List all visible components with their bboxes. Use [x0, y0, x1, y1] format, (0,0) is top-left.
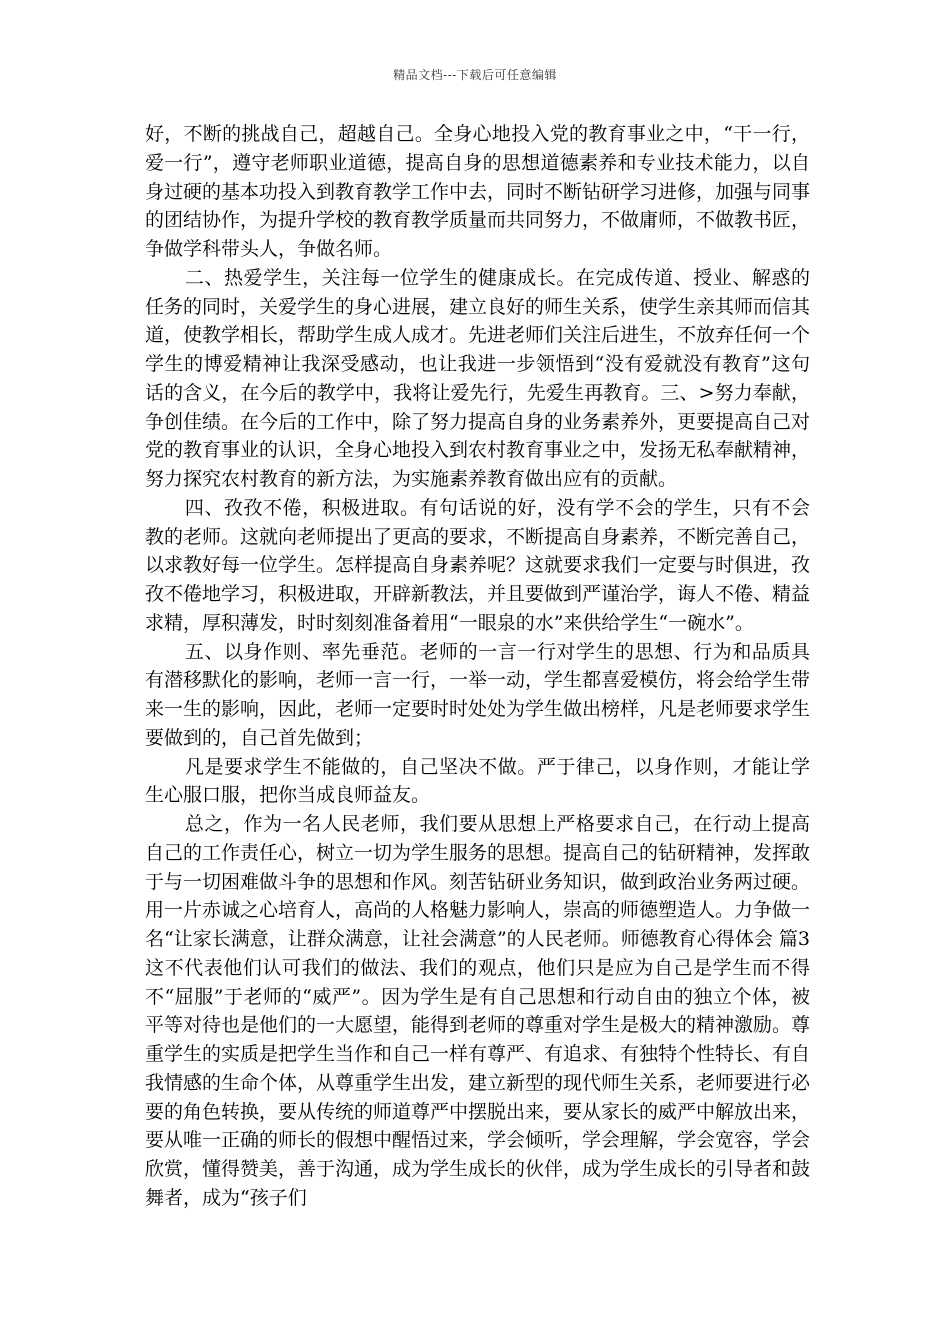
paragraph-lead-by-example: 五、以身作则、率先垂范。老师的一言一行对学生的思想、行为和品质具有潜移默化的影响，老师一言一行，一举一动，学生都喜爱模仿，将会给学生带来一生的影响，因此，老师一定要时时处处为学生做出榜样，凡是老师要求学生要做到的，自己首先做到； [145, 640, 811, 749]
paragraph-self-discipline: 凡是要求学生不能做的，自己坚决不做。严于律己，以身作则，才能让学生心服口服，把你当成良师益友。 [145, 755, 810, 807]
paragraph-love-students: 二、热爱学生，关注每一位学生的健康成长。在完成传道、授业、解惑的任务的同时，关爱学生的身心进展，建立良好的师生关系，使学生亲其师而信其道，使教学相长，帮助学生成人成才。先进老师们关注后进生，不放弃任何一个学生的博爱精神让我深受感动，也让我进一步领悟到“没有爱就没有教育”这句话的含义，在今后的教学中，我将让爱先行，先爱生再教育。三、>努力奉献，争创佳绩。在今后的工作中，除了努力提高自身的业务素养外，更要提高自己对党的教育事业的认识，全身心地投入到农村教育事业之中，发扬无私奉献精神，努力探究农村教育的新方法，为实施素养教育做出应有的贡献。 [145, 266, 811, 490]
paragraph-continuation: 好，不断的挑战自己，超越自己。全身心地投入党的教育事业之中，“干一行，爱一行”，遵守老师职业道德，提高自身的思想道德素养和专业技术能力，以自身过硬的基本功投入到教育教学工作中去，同时不断钻研学习进修，加强与同事的团结协作，为提升学校的教育教学质量而共同努力，不做庸师，不做教书匠，争做学科带头人，争做名师。 [145, 123, 811, 260]
page-header: 精品文档---下载后可任意编辑 [393, 68, 557, 82]
paragraph-diligence: 四、孜孜不倦，积极进取。有句话说的好，没有学不会的学生，只有不会教的老师。这就向老师提出了更高的要求，不断提高自身素养，不断完善自己，以求教好每一位学生。怎样提高自身素养呢？这就要求我们一定要与时俱进，孜孜不倦地学习，积极进取，开辟新教法，并且要做到严谨治学，诲人不倦、精益求精，厚积薄发，时时刻刻准备着用“一眼泉的水”来供给学生“一碗水”。 [145, 496, 811, 634]
paragraph-conclusion: 总之，作为一名人民老师，我们要从思想上严格要求自己，在行动上提高自己的工作责任心，树立一切为学生服务的思想。提高自己的钻研精神，发挥敢于与一切困难做斗争的思想和作风。刻苦钻研业务知识，做到政治业务两过硬。用一片赤诚之心培育人，高尚的人格魅力影响人，崇高的师德塑造人。力争做一名“让家长满意，让群众满意，让社会满意”的人民老师。师德教育心得体会 篇3这不代表他们认可我们的做法、我们的观点，他们只是应为自己是学生而不得不“屈服”于老师的“威严”。因为学生是有自己思想和行动自由的独立个体，被平等对待也是他们的一大愿望，能得到老师的尊重对学生是极大的精神激励。尊重学生的实质是把学生当作和自己一样有尊严、有追求、有独特个性特长、有自我情感的生命个体，从尊重学生出发，建立新型的现代师生关系，老师要进行必要的角色转换，要从传统的师道尊严中摆脱出来，要从家长的威严中解放出来，要从唯一正确的师长的假想中醒悟过来，学会倾听，学会理解，学会宽容，学会欣赏，懂得赞美，善于沟通，成为学生成长的伙伴，成为学生成长的引导者和鼓舞者，成为“孩子们 [145, 813, 811, 1209]
document-body [145, 120, 810, 1213]
